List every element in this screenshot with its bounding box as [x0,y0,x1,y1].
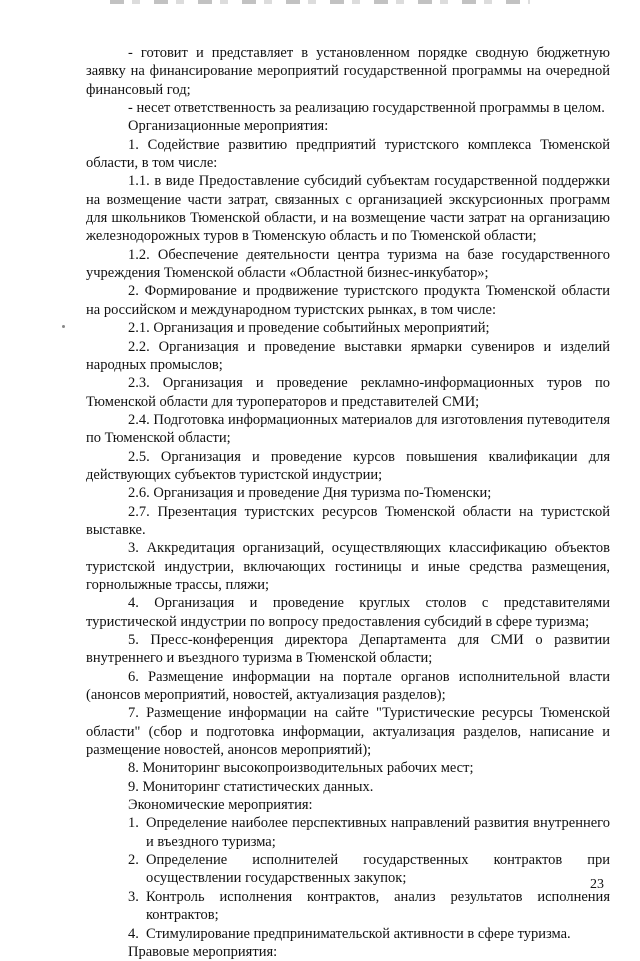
economic-item-number: 1. [128,815,139,832]
item-2-2: 2.2. Организация и проведение выставки ярмарки сувениров и изделий народных промыслов; [86,338,610,373]
item-1-2: 1.2. Обеспечение деятельности центра туризма на базе государственного учреждения Тюменской области «Областной бизнес-инкубатор»; [86,246,610,282]
item-2-5: 2.5. Организация и проведение курсов повышения квалификации для действующих субъектов туристской индустрии; [86,448,610,483]
item-2-3: 2.3. Организация и проведение рекламно-информационных туров по Тюменской области для туроператоров и представителей СМИ; [86,375,610,410]
item-7: 7. Размещение информации на сайте "Туристические ресурсы Тюменской области" (сбор и подготовка информации, актуализация разделов, написание и размещение новостей, анонсов мероприятий); [86,705,610,759]
economic-item-text: Контроль исполнения контрактов, анализ результатов исполнения контрактов; [146,888,610,924]
item-2-7: 2.7. Презентация туристских ресурсов Тюменской области на туристской выставке. [86,503,610,538]
item-4: 4. Организация и проведение круглых столов с представителями туристической индустрии по вопросу предоставления субсидий в сфере туризма; [86,595,610,630]
economic-item-4 [86,925,610,943]
paragraph-budget-request: - готовит и представляет в установленном порядке сводную бюджетную заявку на финансирование мероприятий государственной программы на очередной финансовый год; [86,45,610,98]
paragraph-responsibility: - несет ответственность за реализацию государственной программы в целом. [128,100,605,117]
heading-organizational: Организационные мероприятия: [128,118,329,135]
item-1: 1. Содействие развитию предприятий туристского комплекса Тюменской области, в том числе: [86,136,610,172]
economic-item-text: Определение наиболее перспективных направлений развития внутреннего и въездного туризма; [146,815,610,850]
economic-item-3 [86,888,610,925]
economic-item-text: Стимулирование предпринимательской активности в сфере туризма. [146,925,571,942]
economic-item-2 [86,851,610,888]
item-9: 9. Мониторинг статистических данных. [128,778,374,795]
item-8: 8. Мониторинг высокопроизводительных рабочих мест; [128,760,474,777]
item-2-4: 2.4. Подготовка информационных материалов для изготовления путеводителя по Тюменской области; [86,411,610,447]
item-2-6: 2.6. Организация и проведение Дня туризма по-Тюменски; [128,485,492,502]
item-3: 3. Аккредитация организаций, осуществляющих классификацию объектов туристской индустрии, включающих гостиницы и иные средства размещения, горнолыжные трассы, пляжи; [86,540,610,593]
item-2: 2. Формирование и продвижение туристского продукта Тюменской области на российском и международном туристских рынках, в том числе: [86,283,610,318]
item-2-1: 2.1. Организация и проведение событийных мероприятий; [128,320,490,337]
heading-legal: Правовые мероприятия: [128,943,278,960]
page-number: 23 [590,877,604,892]
document-body [86,44,610,961]
item-1-1: 1.1. в виде Предоставление субсидий субъектам государственной поддержки на возмещение части затрат, связанных с организацией экскурсионных программ для школьников Тюменской области, и на возмещение части затрат на организацию железнодорожных туров в Тюменскую область и по Тюменской области; [86,173,610,245]
economic-item-1 [86,814,610,851]
scan-artifact-dot [62,325,65,328]
item-6: 6. Размещение информации на портале органов исполнительной власти (анонсов мероприятий, новостей, актуализация разделов); [86,668,610,704]
economic-item-number: 3. [128,888,139,905]
scan-artifact-top [110,0,530,4]
economic-item-number: 2. [128,852,139,869]
economic-item-text: Определение исполнителей государственных контрактов при осуществлении государственных закупок; [146,852,610,887]
economic-item-number: 4. [128,925,139,942]
item-5: 5. Пресс-конференция директора Департамента для СМИ о развитии внутреннего и въездного туризма в Тюменской области; [86,632,610,667]
heading-economic: Экономические мероприятия: [128,797,313,814]
